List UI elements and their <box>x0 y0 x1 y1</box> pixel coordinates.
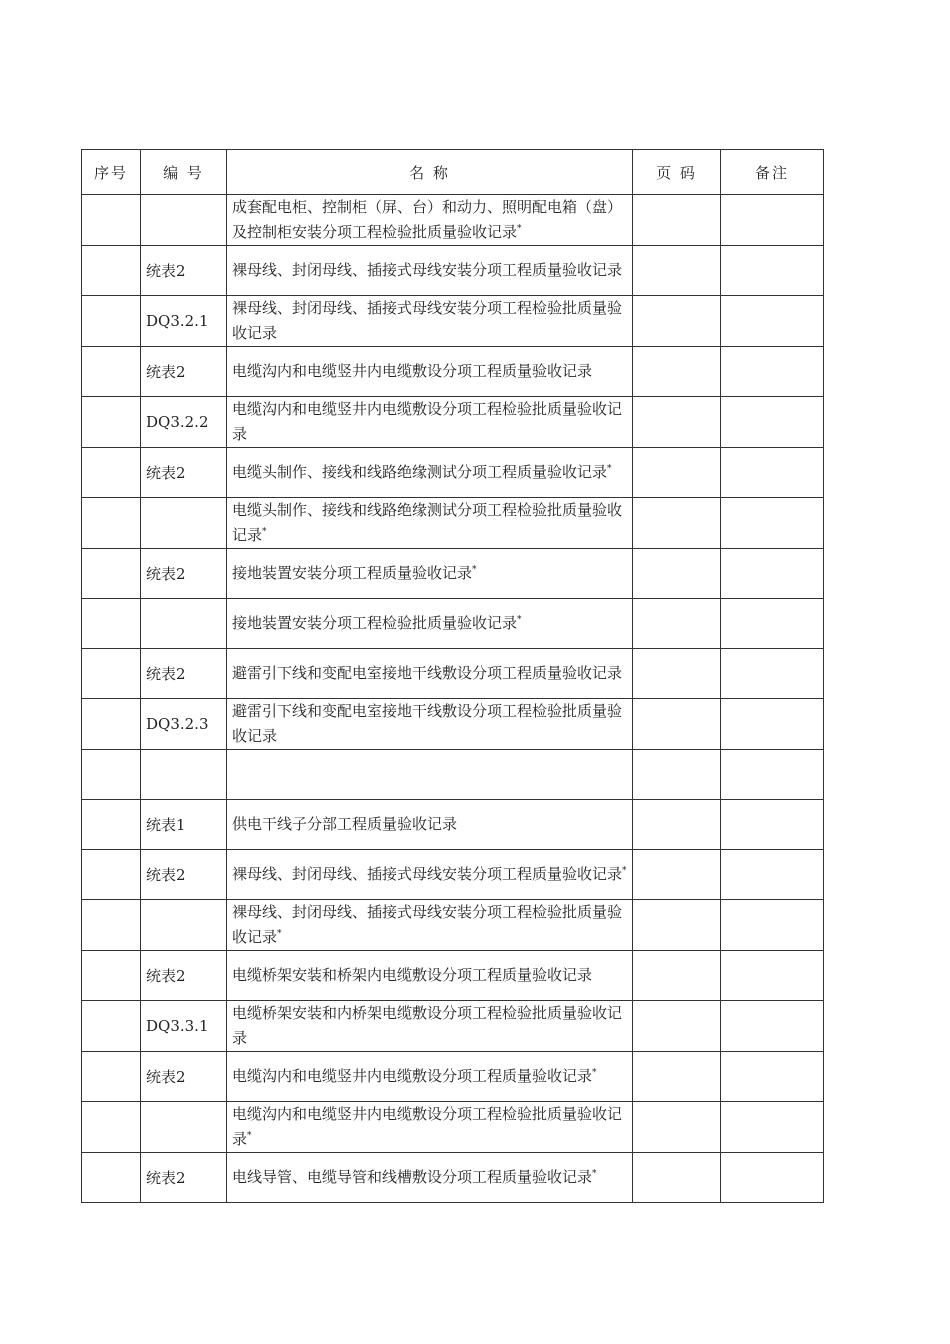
code-cell <box>141 850 227 900</box>
code-cell <box>141 1102 227 1153</box>
code-cell <box>141 1153 227 1203</box>
page-cell <box>633 448 721 498</box>
code-cell-text: DQ3.2.2 <box>146 413 209 431</box>
optional-mark: * <box>592 1169 597 1179</box>
name-cell-text: 电缆沟内和电缆竖井内电缆敷设分项工程检验批质量验收记录 <box>232 1105 623 1148</box>
page-cell <box>633 750 721 800</box>
header-code: 编 号 <box>141 150 227 195</box>
page-cell <box>633 951 721 1001</box>
name-cell-text: 避雷引下线和变配电室接地干线敷设分项工程质量验收记录 <box>232 664 623 682</box>
header-page: 页 码 <box>633 150 721 195</box>
seq-cell <box>82 900 141 951</box>
seq-cell <box>82 498 141 549</box>
remark-cell <box>721 1153 824 1203</box>
name-cell-text: 电缆桥架安装和内桥架电缆敷设分项工程检验批质量验收记录 <box>232 1004 623 1047</box>
seq-cell <box>82 699 141 750</box>
remark-cell <box>721 195 824 246</box>
code-cell <box>141 448 227 498</box>
remark-cell <box>721 448 824 498</box>
optional-mark: * <box>472 565 477 575</box>
code-cell <box>141 900 227 951</box>
seq-cell <box>82 347 141 397</box>
remark-cell <box>721 800 824 850</box>
table-row <box>82 1153 824 1203</box>
page-cell <box>633 347 721 397</box>
name-cell-text: 电线导管、电缆导管和线槽敷设分项工程质量验收记录 <box>232 1168 593 1186</box>
name-cell <box>227 1001 633 1052</box>
seq-cell <box>82 549 141 599</box>
code-cell-text: 统表2 <box>146 967 186 985</box>
code-cell-text: 统表2 <box>146 866 186 884</box>
page-cell <box>633 296 721 347</box>
page-cell <box>633 649 721 699</box>
remark-cell <box>721 296 824 347</box>
optional-mark: * <box>277 929 282 939</box>
seq-cell <box>82 195 141 246</box>
name-cell <box>227 397 633 448</box>
name-cell <box>227 699 633 750</box>
code-cell <box>141 699 227 750</box>
name-cell <box>227 498 633 549</box>
table-row <box>82 699 824 750</box>
code-cell <box>141 296 227 347</box>
name-cell <box>227 448 633 498</box>
table-row <box>82 347 824 397</box>
page-cell <box>633 850 721 900</box>
name-cell-text: 接地装置安装分项工程检验批质量验收记录 <box>232 614 518 632</box>
page-cell <box>633 599 721 649</box>
name-cell <box>227 750 633 800</box>
page-cell <box>633 549 721 599</box>
name-cell <box>227 549 633 599</box>
optional-mark: * <box>247 1131 252 1141</box>
name-cell-text: 裸母线、封闭母线、插接式母线安装分项工程检验批质量验收记录 <box>232 903 623 946</box>
name-cell <box>227 246 633 296</box>
name-cell-text: 电缆沟内和电缆竖井内电缆敷设分项工程质量验收记录 <box>232 362 593 380</box>
optional-mark: * <box>517 224 522 234</box>
code-cell-text: 统表2 <box>146 262 186 280</box>
name-cell <box>227 347 633 397</box>
remark-cell <box>721 900 824 951</box>
remark-cell <box>721 649 824 699</box>
code-cell <box>141 246 227 296</box>
name-cell-text: 裸母线、封闭母线、插接式母线安装分项工程质量验收记录 <box>232 865 623 883</box>
code-cell <box>141 498 227 549</box>
name-cell-text: 电缆头制作、接线和线路绝缘测试分项工程检验批质量验收记录 <box>232 501 623 544</box>
code-cell <box>141 649 227 699</box>
code-cell <box>141 195 227 246</box>
name-cell <box>227 850 633 900</box>
remark-cell <box>721 850 824 900</box>
header-seq: 序号 <box>82 150 141 195</box>
seq-cell <box>82 1153 141 1203</box>
table-row <box>82 246 824 296</box>
name-cell <box>227 296 633 347</box>
seq-cell <box>82 800 141 850</box>
page-cell <box>633 699 721 750</box>
page-cell <box>633 195 721 246</box>
seq-cell <box>82 599 141 649</box>
seq-cell <box>82 850 141 900</box>
remark-cell <box>721 246 824 296</box>
table-row <box>82 1001 824 1052</box>
record-index-table <box>81 149 824 1203</box>
page-cell <box>633 1052 721 1102</box>
table-row <box>82 195 824 246</box>
name-cell-text: 接地装置安装分项工程质量验收记录 <box>232 564 473 582</box>
name-cell-text: 电缆沟内和电缆竖井内电缆敷设分项工程质量验收记录 <box>232 1067 593 1085</box>
page-cell <box>633 1153 721 1203</box>
seq-cell <box>82 951 141 1001</box>
table-row <box>82 448 824 498</box>
seq-cell <box>82 397 141 448</box>
remark-cell <box>721 397 824 448</box>
optional-mark: * <box>622 866 627 876</box>
name-cell <box>227 649 633 699</box>
code-cell-text: DQ3.2.3 <box>146 715 209 733</box>
name-cell <box>227 599 633 649</box>
remark-cell <box>721 498 824 549</box>
table-row <box>82 1052 824 1102</box>
code-cell <box>141 347 227 397</box>
code-cell <box>141 750 227 800</box>
code-cell <box>141 800 227 850</box>
seq-cell <box>82 246 141 296</box>
code-cell-text: 统表2 <box>146 363 186 381</box>
table-row <box>82 951 824 1001</box>
table-row <box>82 397 824 448</box>
name-cell <box>227 1102 633 1153</box>
remark-cell <box>721 1001 824 1052</box>
name-cell <box>227 195 633 246</box>
remark-cell <box>721 699 824 750</box>
name-cell <box>227 900 633 951</box>
code-cell <box>141 1001 227 1052</box>
code-cell-text: 统表2 <box>146 464 186 482</box>
optional-mark: * <box>517 615 522 625</box>
optional-mark: * <box>607 464 612 474</box>
table-row <box>82 1102 824 1153</box>
code-cell-text: 统表2 <box>146 665 186 683</box>
code-cell <box>141 549 227 599</box>
optional-mark: * <box>592 1068 597 1078</box>
table-row <box>82 549 824 599</box>
seq-cell <box>82 1001 141 1052</box>
remark-cell <box>721 599 824 649</box>
code-cell-text: 统表2 <box>146 1169 186 1187</box>
code-cell <box>141 1052 227 1102</box>
table-row <box>82 800 824 850</box>
table-row <box>82 498 824 549</box>
page-cell <box>633 800 721 850</box>
name-cell <box>227 1052 633 1102</box>
remark-cell <box>721 1102 824 1153</box>
remark-cell <box>721 951 824 1001</box>
header-name: 名 称 <box>227 150 633 195</box>
remark-cell <box>721 347 824 397</box>
table-row <box>82 296 824 347</box>
name-cell <box>227 1153 633 1203</box>
code-cell <box>141 599 227 649</box>
page-cell <box>633 498 721 549</box>
remark-cell <box>721 750 824 800</box>
name-cell-text: 电缆头制作、接线和线路绝缘测试分项工程质量验收记录 <box>232 463 608 481</box>
table-row <box>82 850 824 900</box>
table-row <box>82 750 824 800</box>
page-cell <box>633 1102 721 1153</box>
code-cell <box>141 397 227 448</box>
name-cell-text: 电缆桥架安装和桥架内电缆敷设分项工程质量验收记录 <box>232 966 593 984</box>
header-row <box>82 150 824 195</box>
name-cell-text: 电缆沟内和电缆竖井内电缆敷设分项工程检验批质量验收记录 <box>232 400 623 443</box>
name-cell <box>227 951 633 1001</box>
seq-cell <box>82 296 141 347</box>
code-cell-text: DQ3.2.1 <box>146 312 209 330</box>
table-row <box>82 599 824 649</box>
page-cell <box>633 900 721 951</box>
remark-cell <box>721 1052 824 1102</box>
name-cell-text: 成套配电柜、控制柜（屏、台）和动力、照明配电箱（盘）及控制柜安装分项工程检验批质量验收记录 <box>232 198 623 241</box>
table-row <box>82 649 824 699</box>
code-cell-text: 统表1 <box>146 816 186 834</box>
code-cell-text: DQ3.3.1 <box>146 1017 209 1035</box>
name-cell-text: 裸母线、封闭母线、插接式母线安装分项工程质量验收记录 <box>232 261 623 279</box>
seq-cell <box>82 750 141 800</box>
page-cell <box>633 1001 721 1052</box>
name-cell-text: 供电干线子分部工程质量验收记录 <box>232 815 458 833</box>
name-cell <box>227 800 633 850</box>
seq-cell <box>82 448 141 498</box>
header-remark: 备注 <box>721 150 824 195</box>
table-row <box>82 900 824 951</box>
remark-cell <box>721 549 824 599</box>
code-cell-text: 统表2 <box>146 1068 186 1086</box>
code-cell <box>141 951 227 1001</box>
page-cell <box>633 246 721 296</box>
seq-cell <box>82 1102 141 1153</box>
page-cell <box>633 397 721 448</box>
name-cell-text: 避雷引下线和变配电室接地干线敷设分项工程检验批质量验收记录 <box>232 702 623 745</box>
name-cell-text: 裸母线、封闭母线、插接式母线安装分项工程检验批质量验收记录 <box>232 299 623 342</box>
optional-mark: * <box>262 527 267 537</box>
seq-cell <box>82 649 141 699</box>
seq-cell <box>82 1052 141 1102</box>
code-cell-text: 统表2 <box>146 565 186 583</box>
